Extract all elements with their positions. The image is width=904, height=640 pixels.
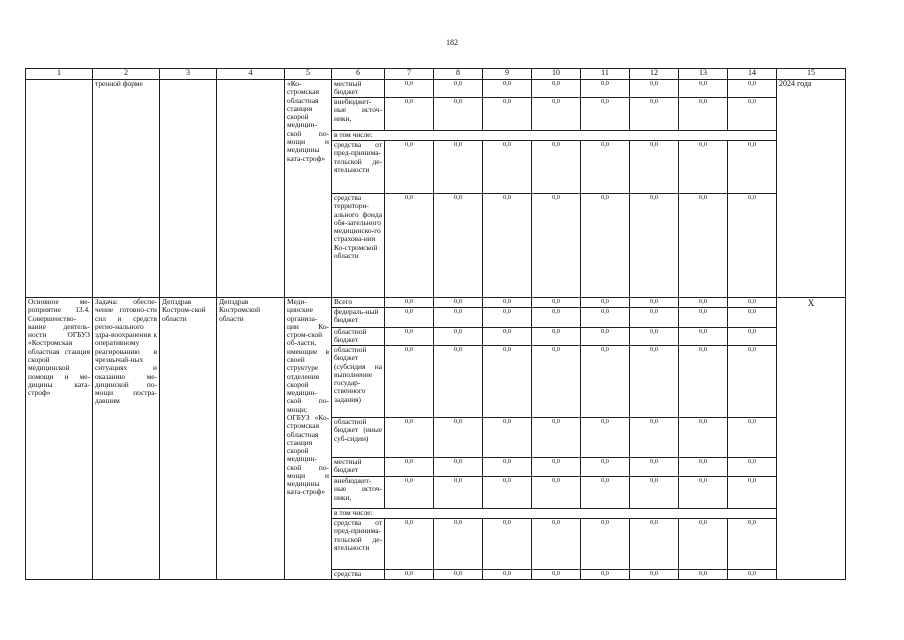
value-cell: 0,0: [483, 298, 532, 308]
value-cell: 0,0: [630, 570, 679, 580]
block1-col15: 2024 года: [777, 80, 846, 298]
funding-source-label: средства территори-ального фонда обя-зательного медицинско-го страхова-ния Ко-стромской области: [332, 194, 385, 298]
value-cell: 0,0: [483, 141, 532, 194]
value-cell: 0,0: [483, 308, 532, 328]
value-cell: 0,0: [532, 519, 581, 570]
value-cell: 0,0: [483, 477, 532, 509]
block2-col1: Основное ме-роприятие 13.4. Совершенство-вание деятель-ности ОГБУЗ «Костромская областная станция скорой медицинской помощи и ме-дицины ката-строф»: [26, 298, 93, 580]
value-cell: 0,0: [385, 458, 434, 477]
value-cell: 0,0: [728, 80, 777, 98]
value-cell: 0,0: [385, 418, 434, 458]
value-cell: 0,0: [532, 328, 581, 346]
value-cell: 0,0: [532, 418, 581, 458]
value-cell: 0,0: [679, 141, 728, 194]
block1-col5: «Ко-стромская областная станция скорой медицин-ской по-мощи и медицины ката-строф»: [285, 80, 332, 298]
column-header-5: 5: [285, 69, 332, 80]
value-cell: 0,0: [679, 298, 728, 308]
column-header-14: 14: [728, 69, 777, 80]
value-cell: 0,0: [385, 570, 434, 580]
column-header-2: 2: [93, 69, 160, 80]
column-header-9: 9: [483, 69, 532, 80]
value-cell: 0,0: [483, 328, 532, 346]
value-cell: 0,0: [532, 141, 581, 194]
value-cell: 0,0: [483, 519, 532, 570]
funding-source-label: в том числе:: [332, 131, 777, 141]
value-cell: 0,0: [434, 519, 483, 570]
value-cell: 0,0: [679, 194, 728, 298]
value-cell: 0,0: [385, 141, 434, 194]
value-cell: 0,0: [385, 519, 434, 570]
value-cell: 0,0: [679, 346, 728, 418]
funding-source-label: местный бюджет: [332, 458, 385, 477]
column-header-6: 6: [332, 69, 385, 80]
value-cell: 0,0: [581, 570, 630, 580]
column-header-3: 3: [160, 69, 217, 80]
value-cell: 0,0: [434, 570, 483, 580]
value-cell: 0,0: [728, 328, 777, 346]
column-header-4: 4: [217, 69, 285, 80]
funding-source-label: внебюджет-ные источ-ники,: [332, 477, 385, 509]
value-cell: 0,0: [630, 458, 679, 477]
value-cell: 0,0: [434, 308, 483, 328]
value-cell: 0,0: [385, 328, 434, 346]
value-cell: 0,0: [434, 80, 483, 98]
value-cell: 0,0: [385, 98, 434, 131]
column-header-11: 11: [581, 69, 630, 80]
block1-col1: [26, 80, 93, 298]
value-cell: 0,0: [630, 194, 679, 298]
value-cell: 0,0: [483, 570, 532, 580]
block1-col4: [217, 80, 285, 298]
table-body: [26, 80, 846, 580]
value-cell: 0,0: [532, 458, 581, 477]
block2-col5: Меди-цинские организа-ции Ко-стром-ской об-ласти, имеющие в своей структуре отделения скорой медицин-ской по-мощи; ОГБУЗ «Ко-стромская областная станция скорой медицин-ской по-мощи и медицины ката-строф»: [285, 298, 332, 580]
value-cell: 0,0: [532, 80, 581, 98]
value-cell: 0,0: [630, 346, 679, 418]
value-cell: 0,0: [532, 346, 581, 418]
block1-col3: [160, 80, 217, 298]
column-header-15: 15: [777, 69, 846, 80]
value-cell: 0,0: [581, 328, 630, 346]
funding-source-label: областной бюджет: [332, 328, 385, 346]
value-cell: 0,0: [483, 458, 532, 477]
value-cell: 0,0: [434, 98, 483, 131]
block2-col4: Депздрав Костромской области: [217, 298, 285, 580]
value-cell: 0,0: [385, 80, 434, 98]
value-cell: 0,0: [581, 519, 630, 570]
funding-source-label: средства от пред-принима-тельской де-ятельности: [332, 141, 385, 194]
value-cell: 0,0: [728, 519, 777, 570]
value-cell: 0,0: [728, 308, 777, 328]
value-cell: 0,0: [679, 98, 728, 131]
block2-col15: Х: [777, 298, 846, 580]
value-cell: 0,0: [630, 308, 679, 328]
funding-source-label: средства: [332, 570, 385, 580]
funding-source-label: областной бюджет (иные суб-сидии): [332, 418, 385, 458]
funding-source-label: внебюджет-ные источ-ники,: [332, 98, 385, 131]
header-row: [26, 69, 846, 80]
value-cell: 0,0: [728, 194, 777, 298]
value-cell: 0,0: [679, 80, 728, 98]
column-header-8: 8: [434, 69, 483, 80]
value-cell: 0,0: [532, 308, 581, 328]
funding-source-label: федераль-ный бюджет: [332, 308, 385, 328]
value-cell: 0,0: [679, 308, 728, 328]
funding-source-label: средства от пред-принима-тельской де-ятельности: [332, 519, 385, 570]
value-cell: 0,0: [483, 418, 532, 458]
value-cell: 0,0: [728, 346, 777, 418]
value-cell: 0,0: [679, 418, 728, 458]
value-cell: 0,0: [581, 98, 630, 131]
value-cell: 0,0: [532, 570, 581, 580]
value-cell: 0,0: [434, 328, 483, 346]
value-cell: 0,0: [385, 477, 434, 509]
value-cell: 0,0: [728, 298, 777, 308]
value-cell: 0,0: [581, 80, 630, 98]
funding-source-label: областной бюджет (субсидия на выполнение государ-ственного задания): [332, 346, 385, 418]
value-cell: 0,0: [434, 298, 483, 308]
value-cell: 0,0: [483, 98, 532, 131]
value-cell: 0,0: [581, 298, 630, 308]
block2-col2: Задача: обеспе-чение готовно-сти сил и средств регио-нального здра-воохранения к оперативному реагированию в чрезвычай-ных ситуациях и оказанию ме-дицинской по-мощи постра-давшим: [93, 298, 160, 580]
column-header-7: 7: [385, 69, 434, 80]
block1-col2: тренной форме: [93, 80, 160, 298]
value-cell: 0,0: [679, 519, 728, 570]
value-cell: 0,0: [581, 141, 630, 194]
value-cell: 0,0: [434, 194, 483, 298]
value-cell: 0,0: [728, 141, 777, 194]
page-number: 182: [446, 38, 458, 47]
value-cell: 0,0: [532, 98, 581, 131]
value-cell: 0,0: [434, 346, 483, 418]
table-row: [26, 298, 846, 308]
value-cell: 0,0: [679, 570, 728, 580]
block2-col3: Депздрав Костром-ской области: [160, 298, 217, 580]
value-cell: 0,0: [483, 80, 532, 98]
value-cell: 0,0: [385, 308, 434, 328]
value-cell: 0,0: [385, 194, 434, 298]
value-cell: 0,0: [630, 298, 679, 308]
value-cell: 0,0: [630, 519, 679, 570]
value-cell: 0,0: [630, 477, 679, 509]
value-cell: 0,0: [630, 141, 679, 194]
column-header-12: 12: [630, 69, 679, 80]
value-cell: 0,0: [728, 458, 777, 477]
value-cell: 0,0: [630, 98, 679, 131]
funding-source-label: местный бюджет: [332, 80, 385, 98]
value-cell: 0,0: [532, 194, 581, 298]
value-cell: 0,0: [581, 194, 630, 298]
value-cell: 0,0: [630, 328, 679, 346]
value-cell: 0,0: [728, 98, 777, 131]
value-cell: 0,0: [630, 418, 679, 458]
value-cell: 0,0: [483, 346, 532, 418]
column-header-10: 10: [532, 69, 581, 80]
value-cell: 0,0: [385, 298, 434, 308]
value-cell: 0,0: [679, 458, 728, 477]
funding-source-label: Всего: [332, 298, 385, 308]
value-cell: 0,0: [434, 477, 483, 509]
value-cell: 0,0: [728, 418, 777, 458]
value-cell: 0,0: [385, 346, 434, 418]
value-cell: 0,0: [728, 477, 777, 509]
table-row: [26, 80, 846, 98]
value-cell: 0,0: [679, 477, 728, 509]
value-cell: 0,0: [630, 80, 679, 98]
value-cell: 0,0: [581, 477, 630, 509]
value-cell: 0,0: [581, 458, 630, 477]
value-cell: 0,0: [434, 418, 483, 458]
value-cell: 0,0: [581, 346, 630, 418]
value-cell: 0,0: [679, 328, 728, 346]
value-cell: 0,0: [532, 477, 581, 509]
funding-source-label: в том числе:: [332, 509, 777, 519]
value-cell: 0,0: [434, 141, 483, 194]
value-cell: 0,0: [581, 308, 630, 328]
budget-table: [25, 68, 846, 580]
value-cell: 0,0: [532, 298, 581, 308]
value-cell: 0,0: [581, 418, 630, 458]
value-cell: 0,0: [483, 194, 532, 298]
column-header-13: 13: [679, 69, 728, 80]
value-cell: 0,0: [434, 458, 483, 477]
column-header-1: 1: [26, 69, 93, 80]
value-cell: 0,0: [728, 570, 777, 580]
